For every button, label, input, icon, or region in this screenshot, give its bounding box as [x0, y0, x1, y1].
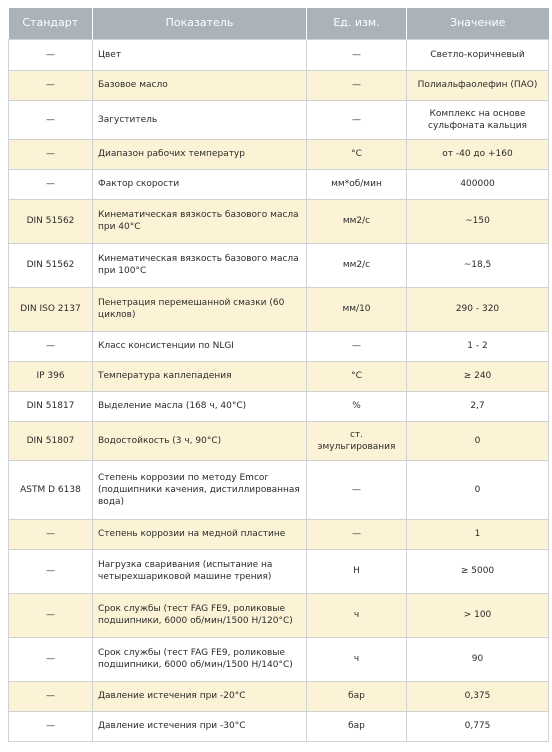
cell-standard: — — [9, 100, 93, 139]
table-row — [9, 70, 549, 100]
cell-unit: Н — [307, 549, 407, 593]
cell-standard: DIN 51562 — [9, 243, 93, 287]
cell-unit: мм2/с — [307, 199, 407, 243]
cell-standard: — — [9, 39, 93, 70]
cell-unit: мм*об/мин — [307, 169, 407, 199]
table-header — [9, 8, 549, 39]
table-row — [9, 331, 549, 361]
cell-standard: — — [9, 331, 93, 361]
table-row — [9, 519, 549, 549]
cell-parameter: Выделение масла (168 ч, 40°C) — [93, 391, 307, 421]
cell-value: 400000 — [407, 169, 549, 199]
table-row — [9, 287, 549, 331]
cell-standard: — — [9, 549, 93, 593]
header-standard: Стандарт — [9, 8, 93, 39]
cell-parameter: Степень коррозии на медной пластине — [93, 519, 307, 549]
cell-parameter: Срок службы (тест FAG FE9, роликовые подшипники, 6000 об/мин/1500 Н/140°C) — [93, 637, 307, 681]
cell-standard: — — [9, 593, 93, 637]
cell-standard: — — [9, 139, 93, 169]
table-row — [9, 637, 549, 681]
cell-parameter: Фактор скорости — [93, 169, 307, 199]
cell-standard: — — [9, 637, 93, 681]
cell-parameter: Степень коррозии по методу Emcor (подшипники качения, дистиллированная вода) — [93, 460, 307, 519]
cell-standard: — — [9, 70, 93, 100]
table-row — [9, 361, 549, 391]
table-row — [9, 421, 549, 460]
cell-value: Полиальфаолефин (ПАО) — [407, 70, 549, 100]
header-parameter: Показатель — [93, 8, 307, 39]
table-row — [9, 681, 549, 711]
cell-value: от -40 до +160 — [407, 139, 549, 169]
cell-standard: DIN ISO 2137 — [9, 287, 93, 331]
cell-parameter: Цвет — [93, 39, 307, 70]
cell-parameter: Водостойкость (3 ч, 90°C) — [93, 421, 307, 460]
cell-value: ~18,5 — [407, 243, 549, 287]
cell-parameter: Температура каплепадения — [93, 361, 307, 391]
cell-parameter: Срок службы (тест FAG FE9, роликовые подшипники, 6000 об/мин/1500 Н/120°C) — [93, 593, 307, 637]
cell-unit: — — [307, 39, 407, 70]
cell-parameter: Нагрузка сваривания (испытание на четырехшариковой машине трения) — [93, 549, 307, 593]
header-unit: Ед. изм. — [307, 8, 407, 39]
table-row — [9, 460, 549, 519]
cell-value: 1 — [407, 519, 549, 549]
cell-unit: — — [307, 331, 407, 361]
cell-value: 1 - 2 — [407, 331, 549, 361]
cell-value: Светло-коричневый — [407, 39, 549, 70]
cell-standard: — — [9, 681, 93, 711]
table-body — [9, 39, 549, 741]
cell-standard: DIN 51817 — [9, 391, 93, 421]
cell-unit: бар — [307, 711, 407, 741]
cell-standard: ASTM D 6138 — [9, 460, 93, 519]
cell-standard: DIN 51807 — [9, 421, 93, 460]
cell-value: 90 — [407, 637, 549, 681]
cell-parameter: Пенетрация перемешанной смазки (60 циклов) — [93, 287, 307, 331]
cell-value: 0 — [407, 421, 549, 460]
cell-unit: ч — [307, 637, 407, 681]
header-row — [9, 8, 549, 39]
cell-parameter: Кинематическая вязкость базового масла при 100°C — [93, 243, 307, 287]
cell-standard: IP 396 — [9, 361, 93, 391]
cell-parameter: Класс консистенции по NLGI — [93, 331, 307, 361]
cell-unit: — — [307, 519, 407, 549]
cell-unit: — — [307, 70, 407, 100]
table-row — [9, 139, 549, 169]
cell-unit: ч — [307, 593, 407, 637]
table-row — [9, 100, 549, 139]
table-row — [9, 199, 549, 243]
cell-unit: ст. эмульгирования — [307, 421, 407, 460]
cell-value: > 100 — [407, 593, 549, 637]
cell-unit: бар — [307, 681, 407, 711]
table-row — [9, 39, 549, 70]
cell-parameter: Базовое масло — [93, 70, 307, 100]
cell-unit: — — [307, 100, 407, 139]
cell-value: 2,7 — [407, 391, 549, 421]
cell-parameter: Кинематическая вязкость базового масла при 40°C — [93, 199, 307, 243]
cell-unit: мм2/с — [307, 243, 407, 287]
table-row — [9, 169, 549, 199]
cell-unit: мм/10 — [307, 287, 407, 331]
cell-value: 0,775 — [407, 711, 549, 741]
cell-value: ≥ 240 — [407, 361, 549, 391]
cell-unit: °C — [307, 139, 407, 169]
cell-parameter: Давление истечения при -30°C — [93, 711, 307, 741]
cell-value: ≥ 5000 — [407, 549, 549, 593]
cell-parameter: Давление истечения при -20°C — [93, 681, 307, 711]
cell-standard: — — [9, 711, 93, 741]
cell-value: 290 - 320 — [407, 287, 549, 331]
specification-table — [8, 8, 549, 742]
cell-value: Комплекс на основе сульфоната кальция — [407, 100, 549, 139]
table-row — [9, 391, 549, 421]
cell-parameter: Загуститель — [93, 100, 307, 139]
cell-value: 0,375 — [407, 681, 549, 711]
cell-unit: — — [307, 460, 407, 519]
cell-standard: — — [9, 519, 93, 549]
cell-parameter: Диапазон рабочих температур — [93, 139, 307, 169]
table-row — [9, 593, 549, 637]
cell-value: 0 — [407, 460, 549, 519]
cell-standard: — — [9, 169, 93, 199]
cell-unit: °C — [307, 361, 407, 391]
cell-value: ~150 — [407, 199, 549, 243]
table-row — [9, 243, 549, 287]
cell-standard: DIN 51562 — [9, 199, 93, 243]
cell-unit: % — [307, 391, 407, 421]
header-value: Значение — [407, 8, 549, 39]
table-row — [9, 549, 549, 593]
table-row — [9, 711, 549, 741]
